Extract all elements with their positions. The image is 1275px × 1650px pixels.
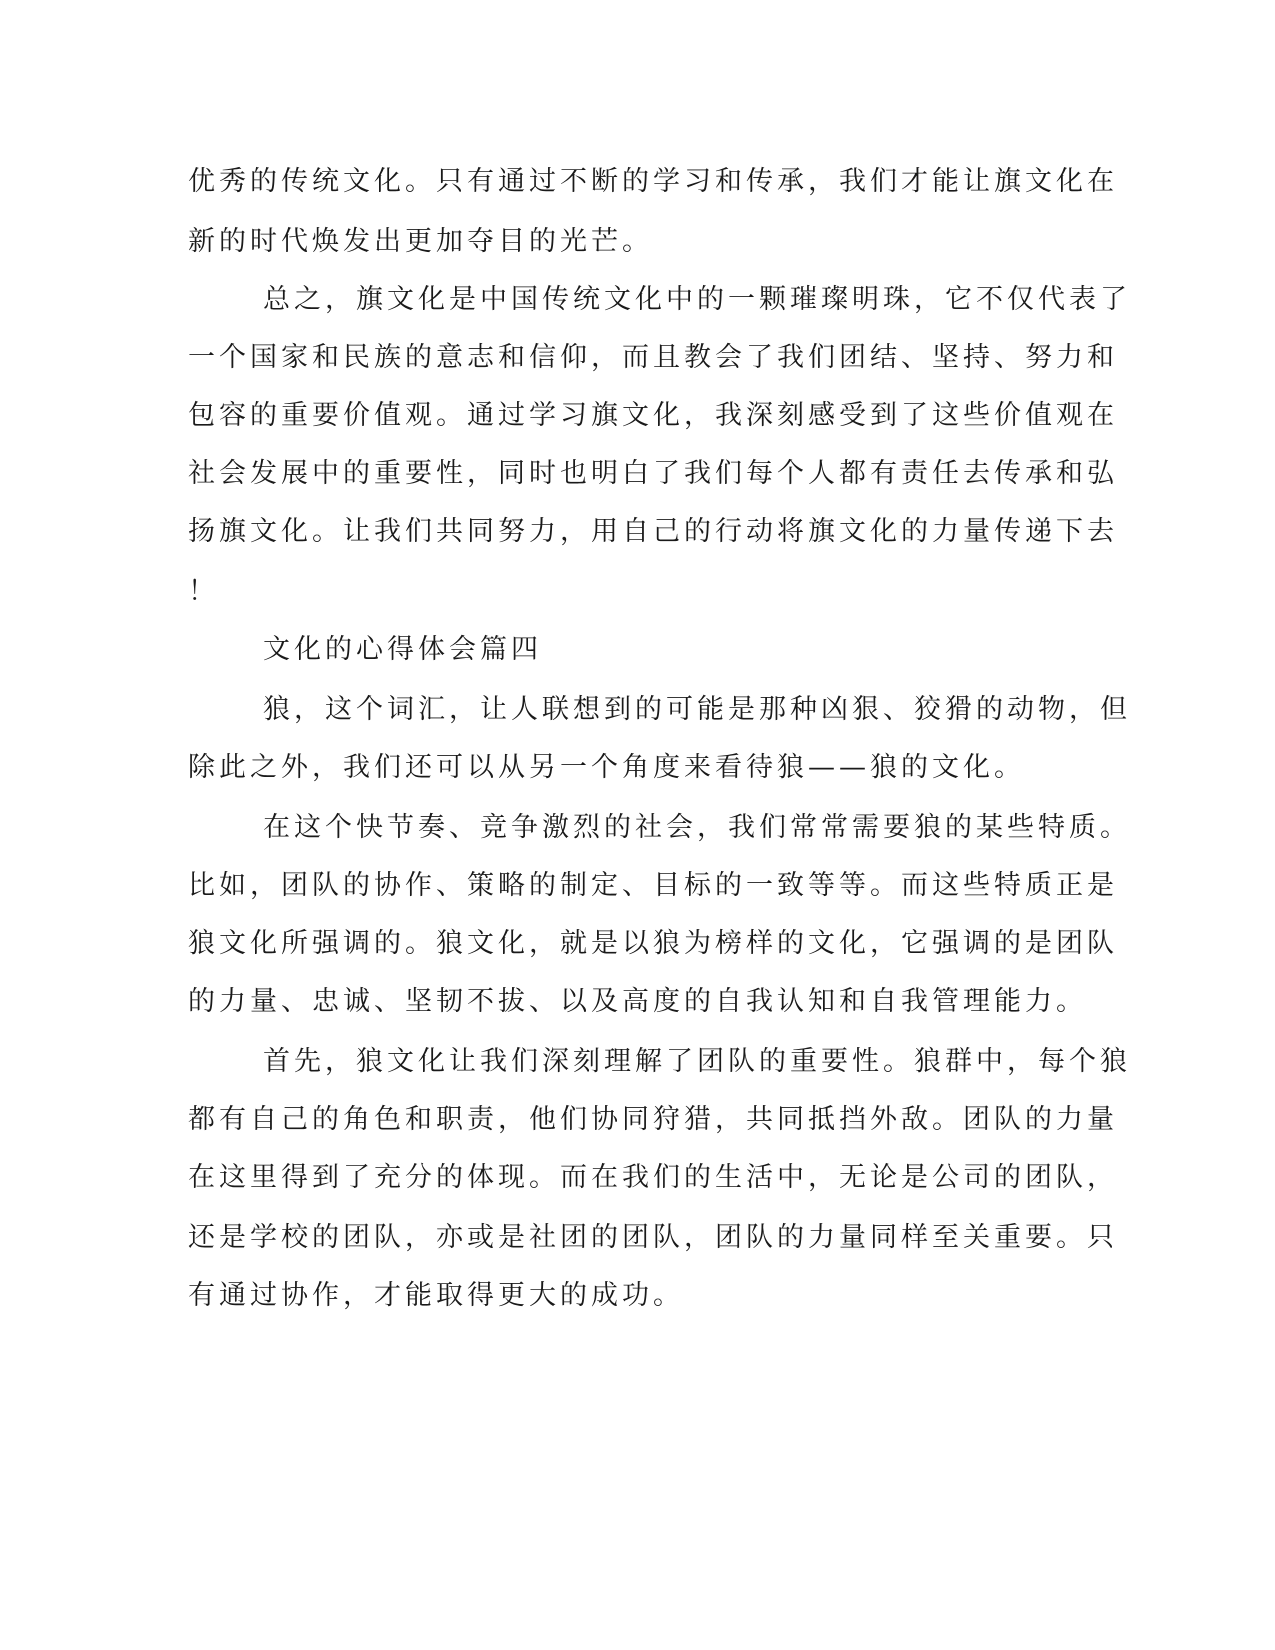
text-line: 狼文化所强调的。狼文化，就是以狼为榜样的文化，它强调的是团队 (188, 928, 1118, 959)
text-line: 比如，团队的协作、策略的制定、目标的一致等等。而这些特质正是 (188, 870, 1118, 901)
text-line: 的力量、忠诚、坚韧不拔、以及高度的自我认知和自我管理能力。 (188, 986, 1087, 1017)
section-heading: 文化的心得体会篇四 (263, 634, 542, 665)
text-line: ！ (188, 576, 219, 607)
paragraph-start-line: 在这个快节奏、竞争激烈的社会，我们常常需要狼的某些特质。 (263, 812, 1131, 843)
text-line: 包容的重要价值观。通过学习旗文化，我深刻感受到了这些价值观在 (188, 400, 1118, 431)
text-line: 扬旗文化。让我们共同努力，用自己的行动将旗文化的力量传递下去 (188, 516, 1118, 547)
text-line: 优秀的传统文化。只有通过不断的学习和传承，我们才能让旗文化在 (188, 166, 1118, 197)
text-line: 有通过协作，才能取得更大的成功。 (188, 1280, 684, 1311)
text-line: 一个国家和民族的意志和信仰，而且教会了我们团结、坚持、努力和 (188, 342, 1118, 373)
paragraph-start-line: 首先，狼文化让我们深刻理解了团队的重要性。狼群中，每个狼 (263, 1046, 1131, 1077)
paragraph-start-line: 总之，旗文化是中国传统文化中的一颗璀璨明珠，它不仅代表了 (263, 284, 1131, 315)
text-line: 新的时代焕发出更加夺目的光芒。 (188, 226, 653, 257)
text-line: 除此之外，我们还可以从另一个角度来看待狼——狼的文化。 (188, 752, 1025, 783)
text-line: 社会发展中的重要性，同时也明白了我们每个人都有责任去传承和弘 (188, 458, 1118, 489)
text-line: 在这里得到了充分的体现。而在我们的生活中，无论是公司的团队， (188, 1162, 1118, 1193)
paragraph-start-line: 狼，这个词汇，让人联想到的可能是那种凶狠、狡猾的动物，但 (263, 694, 1131, 725)
text-line: 都有自己的角色和职责，他们协同狩猎，共同抵挡外敌。团队的力量 (188, 1104, 1118, 1135)
text-line: 还是学校的团队，亦或是社团的团队，团队的力量同样至关重要。只 (188, 1222, 1118, 1253)
